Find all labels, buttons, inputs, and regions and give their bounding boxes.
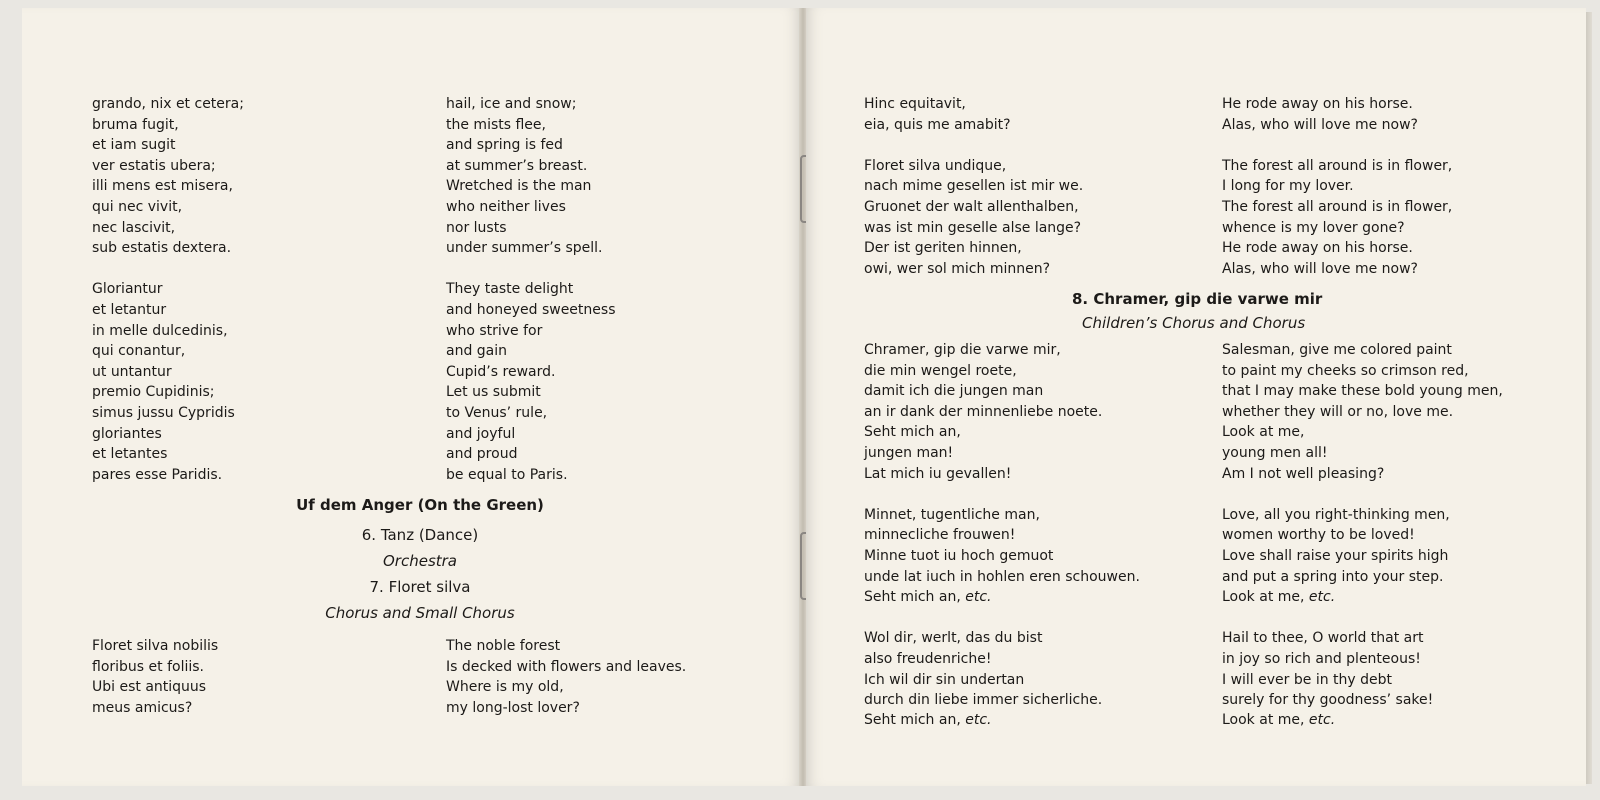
refrain-english-2 [1222,710,1335,731]
stanza-break [1222,484,1503,505]
text-line: The noble forest [446,638,561,654]
movement-7-scoring: Chorus and Small Chorus [325,604,515,622]
text-line: whether they will or no, love me. [1222,403,1454,420]
refrain-en-prefix: Look at me, [1222,589,1305,605]
text-line: Am I not well pleasing? [1222,465,1385,482]
text-line: Love, all you right-thinking men, [1222,506,1450,523]
text-line: women worthy to be loved! [1222,527,1415,544]
refrain-de-prefix: Seht mich an, [864,712,961,728]
text-line: surely for thy goodness’ sake! [1222,692,1434,709]
text-line: ut untantur [92,363,172,380]
text-line: Hinc equitavit, [864,96,966,112]
text-line: an ir dank der minnenliebe noete. [864,403,1103,420]
text-line: floribus et foliis. [92,658,204,675]
refrain-de-prefix: Seht mich an, [864,589,961,605]
text-line: Look at me, [1222,424,1305,441]
text-line: be equal to Paris. [446,466,568,483]
text-line: et iam sugit [92,137,176,154]
text-line: and honeyed sweetness [446,301,616,318]
text-line: in joy so rich and plenteous! [1222,650,1421,667]
text-line: durch din liebe immer sicherliche. [864,692,1103,709]
text-line: nec lascivit, [92,219,176,236]
text-line: who neither lives [446,198,566,215]
refrain-en-prefix: Look at me, [1222,712,1305,728]
latin-text-column-top [92,94,244,485]
stanza-break [1222,135,1452,156]
text-line: et letantes [92,446,168,463]
text-line: They taste delight [446,281,574,298]
text-line: that I may make these bold young men, [1222,383,1503,400]
text-line: The forest all around is in flower, [1222,198,1453,215]
text-line: whence is my lover gone? [1222,219,1405,236]
text-line: nor lusts [446,219,507,236]
text-line: Wretched is the man [446,178,592,195]
text-line: Let us submit [446,384,541,401]
page-edge [1586,12,1592,784]
movement-7-title: 7. Floret silva [369,578,471,596]
section-title: Uf dem Anger (On the Green) [296,496,544,514]
text-line: Lat mich iu gevallen! [864,465,1012,482]
text-line: unde lat iuch in hohlen eren schouwen. [864,568,1140,585]
text-line: damit ich die jungen man [864,383,1044,400]
text-line: and proud [446,446,518,463]
text-line: owi, wer sol mich minnen? [864,260,1051,277]
text-line: Cupid’s reward. [446,363,556,380]
text-line: Alas, who will love me now? [1222,260,1418,277]
stanza-break [1222,608,1503,629]
text-line: Minne tuot iu hoch gemuot [864,547,1054,564]
movement-6-title: 6. Tanz (Dance) [361,526,479,544]
refrain-german-1 [864,587,991,608]
text-line: Chramer, gip die varwe mir, [864,342,1061,358]
refrain-de-suffix: etc. [965,589,992,605]
text-line: to paint my cheeks so crimson red, [1222,362,1469,379]
text-line: nach mime gesellen ist mir we. [864,178,1084,195]
text-line: to Venus’ rule, [446,404,548,421]
text-line: Alas, who will love me now? [1222,116,1418,133]
latin-text-column-bottom [92,636,218,718]
movement-8-title: 8. Chramer, gip die varwe mir [1072,290,1323,308]
text-line: He rode away on his horse. [1222,240,1413,257]
refrain-en-suffix: etc. [1308,589,1336,605]
text-line: sub estatis dextera. [92,240,232,257]
text-line: hail, ice and snow; [446,96,577,112]
text-line: premio Cupidinis; [92,384,215,401]
text-line: also freudenriche! [864,650,992,667]
movement-8-scoring: Children’s Chorus and Chorus [1082,314,1306,332]
text-line: young men all! [1222,444,1328,461]
text-line: and joyful [446,425,516,442]
english-translation-column-bottom [1222,340,1503,731]
text-line: qui nec vivit, [92,198,183,215]
text-line: at summer’s breast. [446,157,588,174]
text-line: under summer’s spell. [446,240,603,257]
text-line: Ich wil dir sin undertan [864,671,1025,688]
text-line: Hail to thee, O world that art [1222,630,1424,647]
refrain-german-2 [864,710,991,731]
text-line: bruma fugit, [92,116,179,133]
refrain-de-suffix: etc. [965,712,992,728]
text-line: Floret silva undique, [864,157,1007,174]
stanza-break [864,484,1140,505]
english-translation-column-top [1222,94,1452,279]
text-line: jungen man! [864,444,954,461]
refrain-en-suffix: etc. [1308,712,1336,728]
text-line: I will ever be in thy debt [1222,671,1393,688]
text-line: illi mens est misera, [92,178,233,195]
english-text-column-top [446,94,615,485]
text-line: Love shall raise your spirits high [1222,547,1449,564]
text-line: Ubi est antiquus [92,679,207,696]
text-line: Is decked with flowers and leaves. [446,658,687,675]
text-line: Floret silva nobilis [92,638,219,654]
text-line: Gloriantur [92,281,163,298]
text-line: qui conantur, [92,343,186,360]
text-line: die min wengel roete, [864,362,1017,379]
text-line: the mists flee, [446,116,546,133]
text-line: Wol dir, werlt, das du bist [864,630,1043,647]
text-line: Salesman, give me colored paint [1222,342,1452,358]
text-line: minnecliche frouwen! [864,527,1016,544]
text-line: I long for my lover. [1222,178,1354,195]
stanza-break [446,259,615,280]
text-line: and gain [446,343,508,360]
movement-6-scoring: Orchestra [382,552,457,570]
text-line: was ist min geselle alse lange? [864,219,1082,236]
text-line: in melle dulcedinis, [92,322,228,339]
text-line: et letantur [92,301,167,318]
stanza-break [92,259,244,280]
text-line: meus amicus? [92,699,193,716]
stanza-break [864,608,1140,629]
german-text-column-bottom [864,340,1140,731]
text-line: and spring is fed [446,137,563,154]
german-text-column-top [864,94,1083,279]
text-line: grando, nix et cetera; [92,96,244,112]
text-line: and put a spring into your step. [1222,568,1444,585]
text-line: my long-lost lover? [446,699,580,716]
text-line: eia, quis me amabit? [864,116,1011,133]
text-line: Minnet, tugentliche man, [864,506,1040,523]
text-line: Where is my old, [446,679,564,696]
text-line: simus jussu Cypridis [92,404,235,421]
text-line: He rode away on his horse. [1222,96,1413,112]
text-line: who strive for [446,322,543,339]
text-line: Der ist geriten hinnen, [864,240,1022,257]
text-line: Seht mich an, [864,424,961,441]
english-text-column-bottom [446,636,686,718]
text-line: pares esse Paridis. [92,466,223,483]
text-line: Gruonet der walt allenthalben, [864,198,1079,215]
text-line: ver estatis ubera; [92,157,216,174]
text-line: The forest all around is in flower, [1222,157,1453,174]
refrain-english-1 [1222,587,1335,608]
stanza-break [864,135,1083,156]
text-line: gloriantes [92,425,162,442]
